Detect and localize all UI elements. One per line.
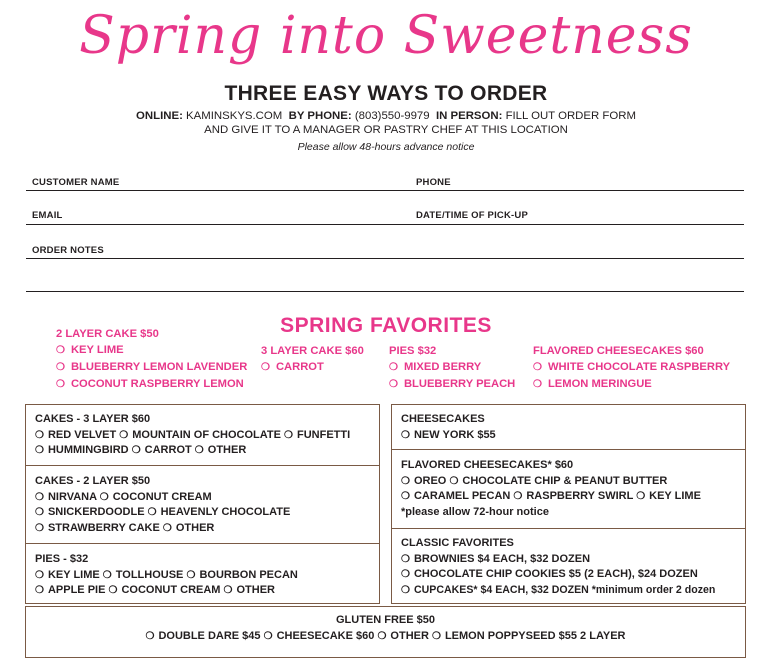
phone-label: BY PHONE: — [288, 110, 352, 122]
option[interactable]: ❍ OTHER — [163, 522, 214, 534]
option[interactable]: ❍ CHEESECAKE $60 — [264, 630, 375, 642]
option[interactable]: ❍ RED VELVET — [35, 429, 116, 441]
option[interactable]: ❍ HUMMINGBIRD — [35, 444, 129, 456]
spring-option[interactable]: ❍ BLUEBERRY PEACH — [389, 376, 515, 393]
order-notes-field[interactable] — [26, 258, 744, 259]
option-row — [401, 474, 701, 490]
spring-option[interactable]: ❍ BLUEBERRY LEMON LAVENDER — [56, 359, 247, 376]
spring-option[interactable]: ❍ COCONUT RASPBERRY LEMON — [56, 376, 247, 393]
advance-notice: Please allow 48-hours advance notice — [297, 141, 475, 153]
option[interactable]: ❍ OREO — [401, 475, 446, 487]
order-ways-line-1 — [0, 109, 772, 123]
option[interactable]: ❍ CHOCOLATE CHIP COOKIES $5 (2 EACH), $24 DOZEN — [401, 568, 698, 580]
option[interactable]: ❍ CARAMEL PECAN — [401, 490, 510, 502]
order-ways-line-2: AND GIVE IT TO A MANAGER OR PASTRY CHEF AT THIS LOCATION — [204, 124, 568, 136]
option[interactable]: ❍ APPLE PIE — [35, 584, 105, 596]
option-row — [35, 583, 298, 599]
option[interactable]: ❍ DOUBLE DARE $45 — [145, 630, 260, 642]
order-ways — [0, 109, 772, 137]
option-row — [401, 428, 496, 444]
cakes-2-layer-section — [35, 474, 290, 536]
gluten-free-section — [25, 613, 746, 644]
option[interactable]: ❍ OTHER — [224, 584, 275, 596]
option-row — [401, 552, 715, 568]
spring-col-2-layer — [56, 326, 247, 393]
option[interactable]: ❍ KEY LIME — [35, 569, 100, 581]
spring-col-heading: FLAVORED CHEESECAKES $60 — [533, 345, 704, 357]
online-link[interactable]: KAMINSKYS.COM — [186, 110, 283, 122]
option[interactable]: ❍ OTHER — [195, 444, 246, 456]
option[interactable]: ❍ LEMON POPPYSEED $55 2 LAYER — [432, 630, 626, 642]
section-heading: CAKES - 3 LAYER $60 — [35, 413, 151, 425]
spring-option[interactable]: ❍ MIXED BERRY — [389, 359, 515, 376]
order-notes-field-2[interactable] — [26, 291, 744, 292]
section-heading: CLASSIC FAVORITES — [401, 537, 514, 549]
option[interactable]: ❍ STRAWBERRY CAKE — [35, 522, 160, 534]
pies-section — [35, 552, 298, 599]
pickup-label: DATE/TIME OF PICK-UP — [416, 210, 529, 221]
spring-option[interactable]: ❍ LEMON MERINGUE — [533, 376, 730, 393]
phone-label-field: PHONE — [416, 177, 451, 188]
notice-note: *please allow 72-hour notice — [401, 505, 549, 518]
option[interactable]: ❍ HEAVENLY CHOCOLATE — [148, 506, 291, 518]
option-row — [35, 443, 350, 459]
page-title: Spring into Sweetness — [79, 6, 693, 66]
option[interactable]: ❍ CHOCOLATE CHIP & PEANUT BUTTER — [449, 475, 667, 487]
option[interactable]: ❍ RASPBERRY SWIRL — [513, 490, 633, 502]
classic-favorites-section — [401, 536, 715, 598]
spring-option[interactable]: ❍ CARROT — [261, 359, 364, 376]
order-heading: THREE EASY WAYS TO ORDER — [224, 82, 548, 105]
in-person-text: FILL OUT ORDER FORM — [505, 110, 636, 122]
cheesecakes-section — [401, 412, 496, 443]
online-label: ONLINE: — [136, 110, 183, 122]
email-field[interactable] — [26, 224, 744, 225]
order-notes-label: ORDER NOTES — [32, 245, 104, 256]
divider — [391, 449, 746, 450]
cakes-3-layer-section — [35, 412, 350, 459]
option[interactable]: ❍ MOUNTAIN OF CHOCOLATE — [119, 429, 281, 441]
option[interactable]: ❍ COCONUT CREAM — [109, 584, 221, 596]
phone-number: (803)550-9979 — [354, 110, 430, 122]
spring-favorites-title: SPRING FAVORITES — [280, 314, 492, 337]
customer-name-field[interactable] — [26, 190, 744, 191]
flavored-cheesecakes-section — [401, 458, 701, 520]
option-row — [35, 521, 290, 537]
in-person-label: IN PERSON: — [435, 110, 503, 122]
option-row — [401, 583, 715, 599]
option[interactable]: ❍ CARROT — [132, 444, 192, 456]
option-row — [35, 428, 350, 444]
spring-option[interactable]: ❍ WHITE CHOCOLATE RASPBERRY — [533, 359, 730, 376]
option[interactable]: ❍ BROWNIES $4 EACH, $32 DOZEN — [401, 553, 590, 565]
option[interactable]: ❍ FUNFETTI — [284, 429, 350, 441]
option[interactable]: ❍ KEY LIME — [636, 490, 701, 502]
customer-name-label: CUSTOMER NAME — [32, 177, 120, 188]
divider — [25, 465, 380, 466]
option-row — [35, 568, 298, 584]
spring-col-pies — [389, 343, 515, 393]
option-row — [401, 489, 701, 505]
option[interactable]: ❍ OTHER — [377, 630, 428, 642]
divider — [391, 528, 746, 529]
option[interactable]: ❍ BOURBON PECAN — [186, 569, 297, 581]
option[interactable]: ❍ COCONUT CREAM — [100, 491, 212, 503]
section-heading: FLAVORED CHEESECAKES* $60 — [401, 459, 574, 471]
option[interactable]: ❍ SNICKERDOODLE — [35, 506, 145, 518]
option[interactable]: ❍ CUPCAKES* $4 EACH, $32 DOZEN *minimum order 2 dozen — [401, 584, 715, 596]
option-row — [401, 567, 715, 583]
option-row — [35, 490, 290, 506]
option-row — [25, 629, 746, 645]
option[interactable]: ❍ TOLLHOUSE — [103, 569, 184, 581]
section-heading: CAKES - 2 LAYER $50 — [35, 475, 151, 487]
divider — [25, 543, 380, 544]
spring-col-3-layer — [261, 343, 364, 376]
spring-col-heading: PIES $32 — [389, 345, 437, 357]
spring-col-heading: 2 LAYER CAKE $50 — [56, 328, 159, 340]
option[interactable]: ❍ NEW YORK $55 — [401, 429, 496, 441]
section-heading: CHEESECAKES — [401, 413, 485, 425]
section-heading: PIES - $32 — [35, 553, 89, 565]
option[interactable]: ❍ NIRVANA — [35, 491, 97, 503]
spring-option[interactable]: ❍ KEY LIME — [56, 342, 247, 359]
email-label: EMAIL — [32, 210, 63, 221]
section-heading: GLUTEN FREE $50 — [335, 614, 436, 626]
spring-col-cheesecakes — [533, 343, 730, 393]
option-row — [35, 505, 290, 521]
spring-col-heading: 3 LAYER CAKE $60 — [261, 345, 364, 357]
